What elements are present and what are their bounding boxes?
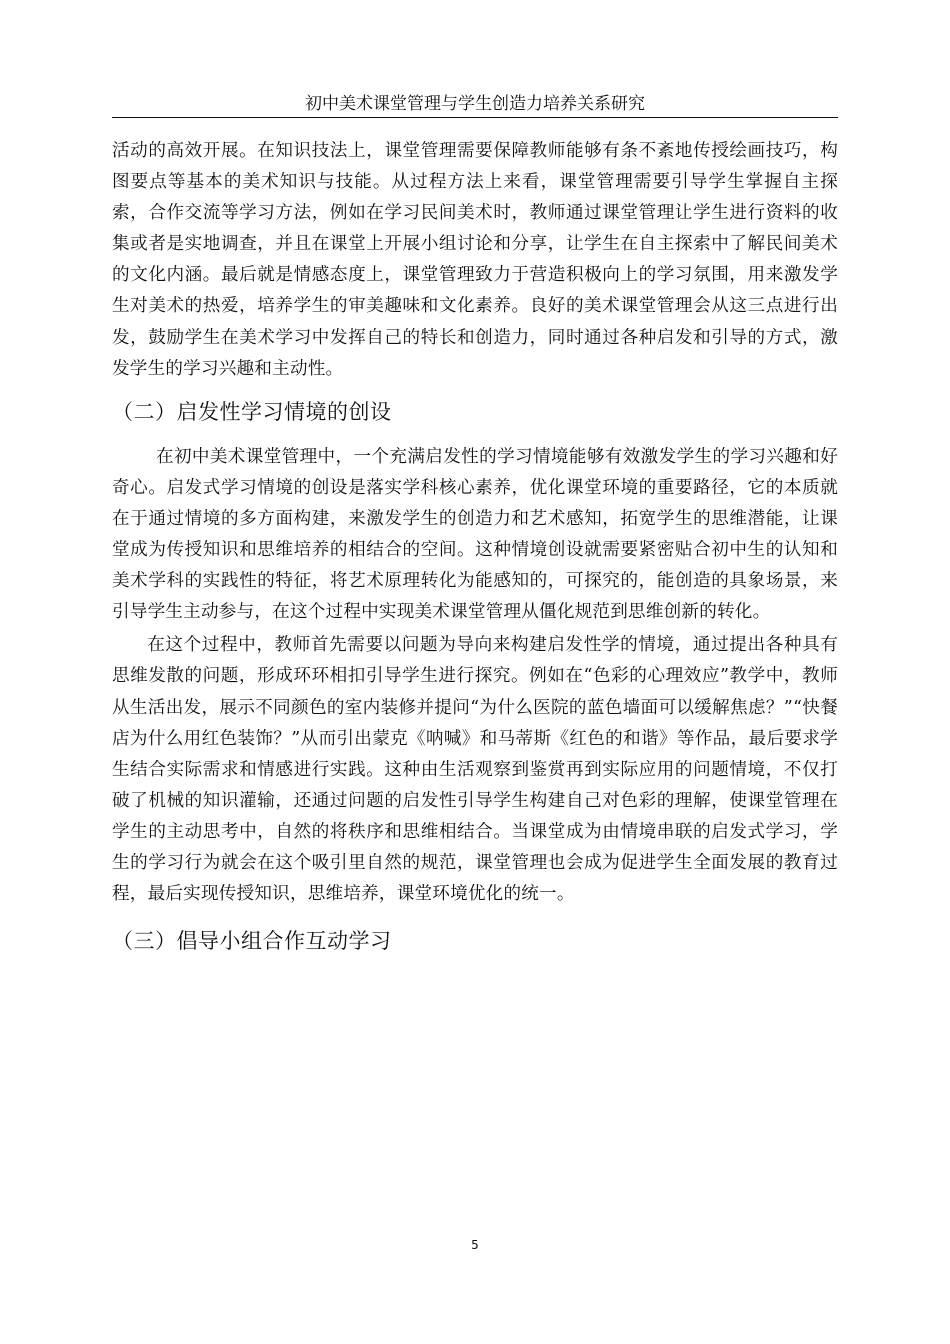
section-heading-3: （三）倡导小组合作互动学习 bbox=[112, 929, 392, 954]
body-paragraph-1: 活动的高效开展。在知识技法上，课堂管理需要保障教师能够有条不紊地传授绘画技巧，构图要点等基本的美术知识与技能。从过程方法上来看，课堂管理需要引导学生掌握自主探索，合作交流等学习方法，例如在学习民间美术时，教师通过课堂管理让学生进行资料的收集或者是实地调查，并且在课堂上开展小组讨论和分享，让学生在自主探索中了解民间美术的文化内涵。最后就是情感态度上，课堂管理致力于营造积极向上的学习氛围，用来激发学生对美术的热爱，培养学生的审美趣味和文化素养。良好的美术课堂管理会从这三点进行出发，鼓励学生在美术学习中发挥自己的特长和创造力，同时通过各种启发和引导的方式，激发学生的学习兴趣和主动性。 bbox=[112, 141, 838, 379]
page-number: 5 bbox=[471, 1238, 479, 1252]
page-body bbox=[112, 136, 838, 957]
header-rule bbox=[112, 117, 838, 118]
body-paragraph-2: 在初中美术课堂管理中，一个充满启发性的学习情境能够有效激发学生的学习兴趣和好奇心。启发式学习情境的创设是落实学科核心素养，优化课堂环境的重要路径，它的本质就在于通过情境的多方面构建，来激发学生的创造力和艺术感知，拓宽学生的思维潜能，让课堂成为传授知识和思维培养的相结合的空间。这种情境创设就需要紧密贴合初中生的认知和美术学科的实践性的特征，将艺术原理转化为能感知的，可探究的，能创造的具象场景，来引导学生主动参与，在这个过程中实现美术课堂管理从僵化规范到思维创新的转化。 bbox=[112, 446, 838, 623]
section-heading-2: （二）启发性学习情境的创设 bbox=[112, 399, 392, 424]
running-header: 初中美术课堂管理与学生创造力培养关系研究 bbox=[305, 94, 645, 114]
body-paragraph-3: 在这个过程中，教师首先需要以问题为导向来构建启发性学的情境，通过提出各种具有思维发散的问题，形成环环相扣引导学生进行探究。例如在“色彩的心理效应”教学中，教师从生活出发，展示不同颜色的室内装修并提问“为什么医院的蓝色墙面可以缓解焦虑？”“快餐店为什么用红色装饰？”从而引出蒙克《呐喊》和马蒂斯《红色的和谐》等作品，最后要求学生结合实际需求和情感进行实践。这种由生活观察到鉴赏再到实际应用的问题情境，不仅打破了机械的知识灌输，还通过问题的启发性引导学生构建自己对色彩的理解，使课堂管理在学生的主动思考中，自然的将秩序和思维相结合。当课堂成为由情境串联的启发式学习，学生的学习行为就会在这个吸引里自然的规范，课堂管理也会成为促进学生全面发展的教育过程，最后实现传授知识，思维培养，课堂环境优化的统一。 bbox=[112, 635, 838, 905]
